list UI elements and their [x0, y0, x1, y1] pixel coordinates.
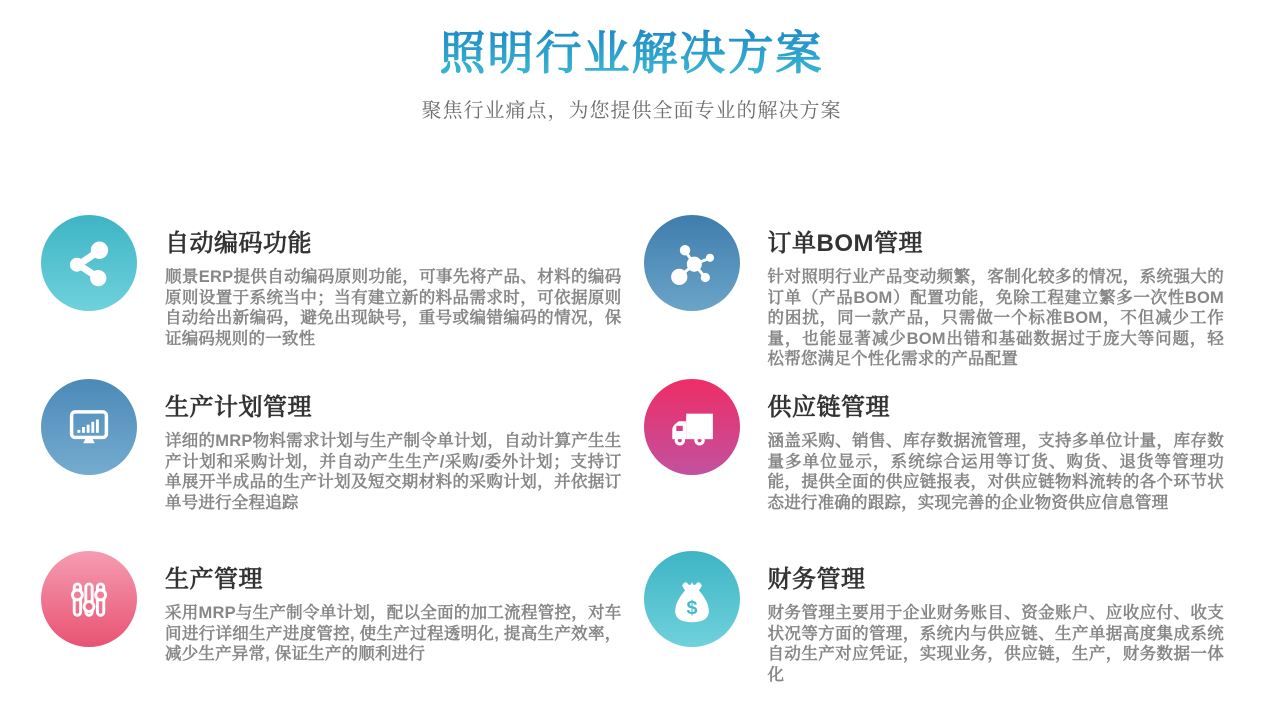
feature-title: 财务管理 [767, 566, 866, 594]
feature-title: 生产管理 [165, 566, 263, 594]
feature-supply-chain [644, 379, 1225, 551]
feature-title: 自动编码功能 [165, 230, 312, 258]
feature-grid [0, 215, 1263, 685]
svg-text:$: $ [686, 597, 697, 620]
molecule-icon [644, 215, 740, 311]
feature-description: 顺景ERP提供自动编码原则功能，可事先将产品、材料的编码原则设置于系统当中；当有建立新的料品需求时，可依据原则自动给出新编码，避免出现缺号，重号或编错编码的情况，保证编码规则的一致性 [165, 268, 622, 348]
feature-title: 供应链管理 [767, 394, 890, 422]
feature-description: 涵盖采购、销售、库存数据流管理，支持多单位计量，库存数量多单位显示，系统综合运用等订货、购货、退货等管理功能，提供全面的供应链报表，对供应链物料流转的各个环节状态进行准确的跟踪，实现完善的企业物资供应信息管理 [767, 432, 1224, 512]
truck-icon [644, 379, 740, 475]
page-subtitle: 聚焦行业痛点，为您提供全面专业的解决方案 [421, 100, 842, 123]
share-icon [41, 215, 137, 311]
feature-description: 财务管理主要用于企业财务账目、资金账户、应收应付、收支状况等方面的管理，系统内与供应链、生产单据高度集成系统自动生产对应凭证，实现业务，供应链，生产，财务数据一体化 [767, 604, 1224, 684]
feature-title: 生产计划管理 [165, 394, 312, 422]
feature-description: 详细的MRP物料需求计划与生产制令单计划，自动计算产生生产计划和采购计划，并自动产生生产/采购/委外计划；支持订单展开半成品的生产计划及短交期材料的采购计划，并依据订单号进行全程追踪 [165, 432, 622, 512]
money-bag-icon [644, 551, 740, 647]
feature-title: 订单BOM管理 [767, 230, 923, 258]
feature-finance [644, 551, 1225, 685]
feature-production-management [41, 551, 622, 685]
feature-description: 采用MRP与生产制令单计划，配以全面的加工流程管控，对车间进行详细生产进度管控, 使生产过程透明化, 提高生产效率，减少生产异常, 保证生产的顺利进行 [165, 604, 622, 664]
monitor-chart-icon [41, 379, 137, 475]
feature-order-bom [644, 215, 1225, 379]
page-header [0, 0, 1263, 123]
feature-production-plan [41, 379, 622, 551]
feature-auto-coding [41, 215, 622, 379]
sliders-icon [41, 551, 137, 647]
feature-description: 针对照明行业产品变动频繁，客制化较多的情况，系统强大的订单（产品BOM）配置功能，免除工程建立繁多一次性BOM的困扰，同一款产品，只需做一个标准BOM，不但减少工作量，也能显著减少BOM出错和基础数据过于庞大等问题，轻松帮您满足个性化需求的产品配置 [767, 268, 1224, 368]
page-title: 照明行业解决方案 [440, 26, 824, 81]
